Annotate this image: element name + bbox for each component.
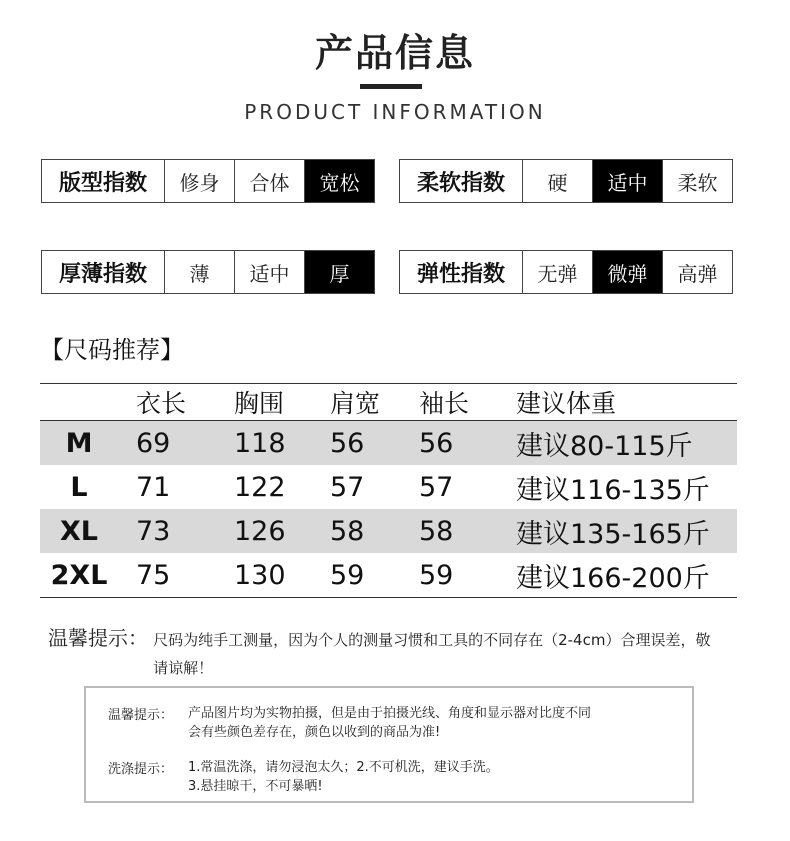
size-cell: M xyxy=(65,427,93,459)
wash-note-line2: 3.悬挂晾干，不可暴晒! xyxy=(188,779,323,794)
size-cell: XL xyxy=(59,515,99,547)
wash-note-label: 洗涤提示： xyxy=(108,762,174,777)
chest-cell: 130 xyxy=(234,559,286,591)
thickness-option-thin: 薄 xyxy=(165,251,235,293)
weight-cell: 建议166-200斤 xyxy=(516,562,710,594)
shoulder-cell: 56 xyxy=(330,427,365,459)
wash-note xyxy=(108,758,499,796)
weight-cell: 建议80-115斤 xyxy=(516,430,693,462)
fit-option-slim: 修身 xyxy=(165,160,235,202)
softness-option-soft: 柔软 xyxy=(677,170,718,195)
size-section-title: 【尺码推荐】 xyxy=(40,336,184,364)
elasticity-option-high: 高弹 xyxy=(677,261,718,286)
fit-index xyxy=(41,159,375,203)
chest-cell: 118 xyxy=(234,427,286,459)
size-table-header xyxy=(40,384,737,421)
softness-index-label: 柔软指数 xyxy=(400,160,523,202)
shoulder-cell: 58 xyxy=(330,515,365,547)
sleeve-cell: 56 xyxy=(419,427,454,459)
length-cell: 71 xyxy=(136,471,171,503)
thickness-option-thick: 厚 xyxy=(305,251,374,293)
thickness-index xyxy=(41,250,375,294)
length-cell: 75 xyxy=(136,559,171,591)
weight-cell: 建议116-135斤 xyxy=(516,474,710,506)
header-weight: 建议体重 xyxy=(516,389,617,418)
table-row xyxy=(40,553,737,597)
table-row xyxy=(40,465,737,509)
shoulder-cell: 57 xyxy=(330,471,365,503)
size-cell: L xyxy=(70,471,88,503)
page-title: 产品信息 xyxy=(314,31,475,75)
fit-index-label: 版型指数 xyxy=(42,160,165,202)
sleeve-cell: 59 xyxy=(419,559,454,591)
softness-option-hard: 硬 xyxy=(523,160,593,202)
sleeve-cell: 58 xyxy=(419,515,454,547)
header-length: 衣长 xyxy=(136,389,187,418)
size-table xyxy=(40,383,737,598)
table-row xyxy=(40,421,737,465)
weight-cell: 建议135-165斤 xyxy=(516,518,710,550)
thickness-option-medium: 适中 xyxy=(235,251,305,293)
shoulder-cell: 59 xyxy=(330,559,365,591)
warm-note-line1: 产品图片均为实物拍摄，但是由于拍摄光线、角度和显示器对比度不同 xyxy=(188,706,592,721)
tip-label: 温馨提示： xyxy=(48,626,148,650)
warm-note-line2: 会有些颜色差存在，颜色以收到的商品为准! xyxy=(188,725,441,740)
thickness-index-label: 厚薄指数 xyxy=(42,251,165,293)
header-sleeve: 袖长 xyxy=(419,389,470,418)
fit-option-loose: 宽松 xyxy=(305,160,374,202)
elasticity-index-label: 弹性指数 xyxy=(400,251,523,293)
warm-note-label: 温馨提示： xyxy=(108,708,174,723)
page-subtitle: PRODUCT INFORMATION xyxy=(244,100,546,124)
sleeve-cell: 57 xyxy=(419,471,454,503)
table-row xyxy=(40,509,737,553)
warm-note xyxy=(108,704,591,742)
fit-option-regular: 合体 xyxy=(235,160,305,202)
elasticity-option-slight: 微弹 xyxy=(593,251,663,293)
header-shoulder: 肩宽 xyxy=(330,389,381,418)
elasticity-option-none: 无弹 xyxy=(523,251,593,293)
header-chest: 胸围 xyxy=(234,389,285,418)
size-cell: 2XL xyxy=(50,559,108,591)
title-underline xyxy=(360,84,422,89)
elasticity-index xyxy=(399,250,733,294)
notes-box xyxy=(84,686,694,803)
wash-note-line1: 1.常温洗涤，请勿浸泡太久；2.不可机洗，建议手洗。 xyxy=(188,760,499,775)
chest-cell: 122 xyxy=(234,471,286,503)
softness-index xyxy=(399,159,733,203)
measurement-tip xyxy=(48,622,748,682)
length-cell: 69 xyxy=(136,427,171,459)
softness-option-medium: 适中 xyxy=(593,160,663,202)
chest-cell: 126 xyxy=(234,515,286,547)
length-cell: 73 xyxy=(136,515,171,547)
tip-text: 尺码为纯手工测量，因为个人的测量习惯和工具的不同存在（2-4cm）合理误差，敬请谅解！ xyxy=(153,631,711,677)
